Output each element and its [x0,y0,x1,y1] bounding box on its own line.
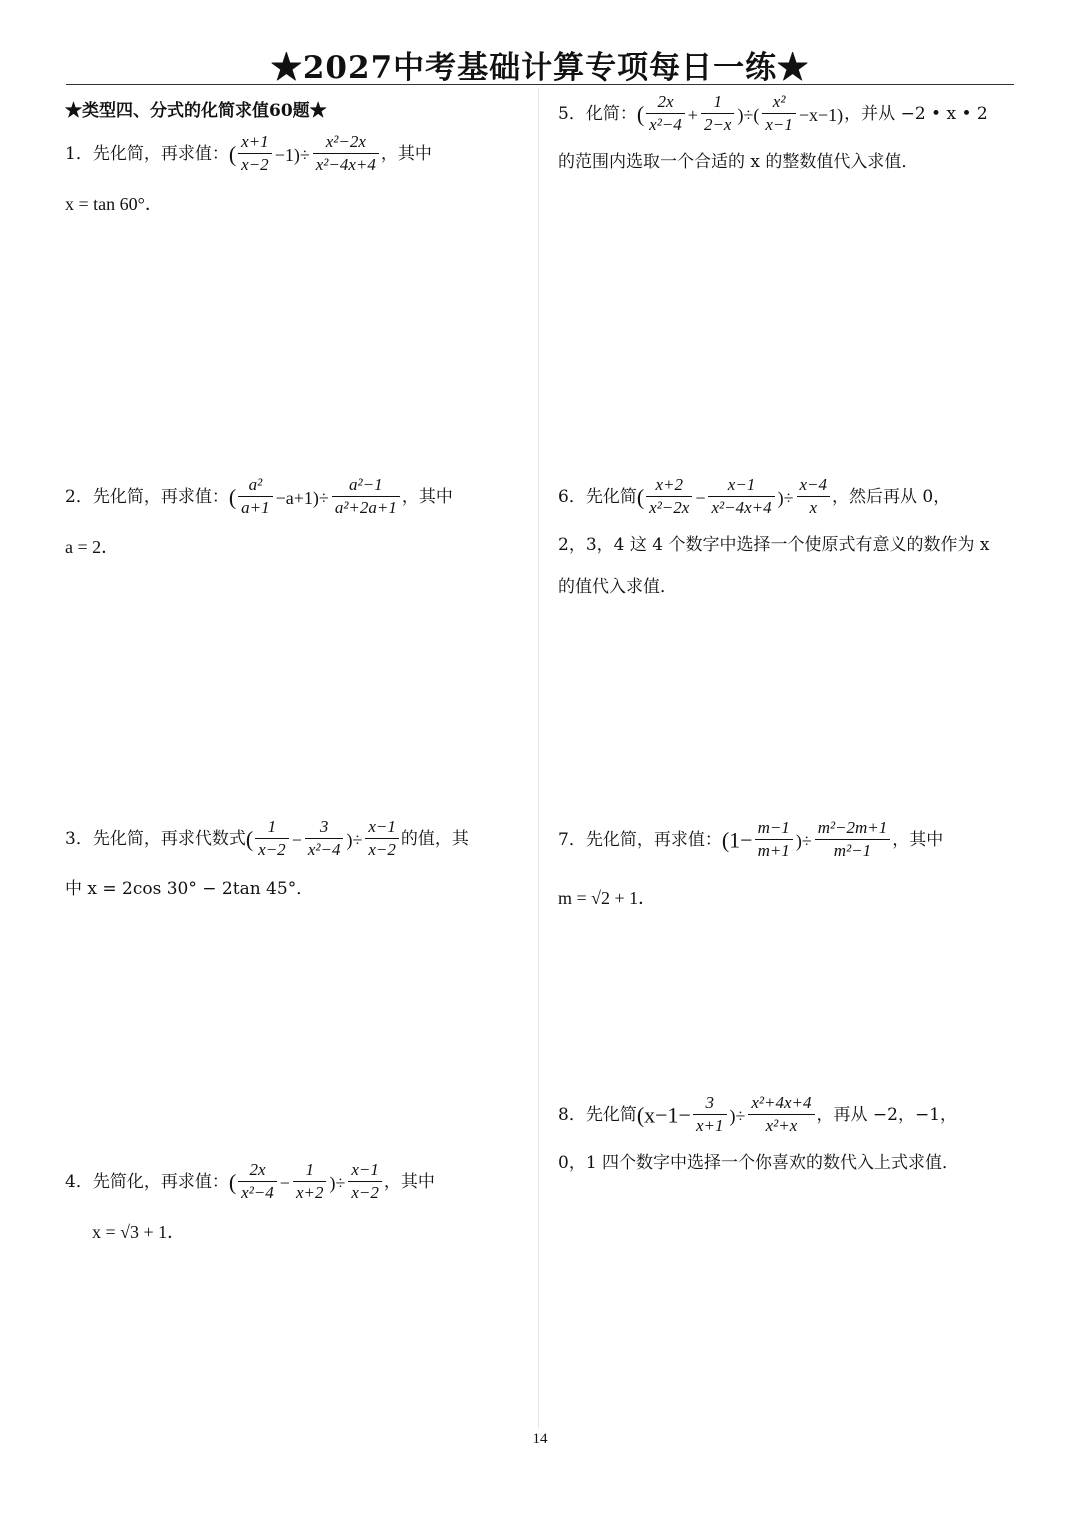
fraction-numerator: m−1 [755,817,793,840]
fraction-denominator: 2−x [703,115,732,134]
problem-5-lparen: ( [636,101,645,127]
fraction-numerator: a² [238,474,272,497]
fraction-denominator: x²−4x+4 [315,155,376,174]
page-number: 14 [532,1431,548,1447]
problem-3-prefix: 3．先化简，再求代数式 [65,829,246,849]
problem-8-suffix: ，再从 −2，−1， [816,1105,958,1125]
problem-1-operator: −1)÷ [274,144,310,165]
problem-7-fraction-2 [815,817,891,862]
problem-2-prefix: 2．先化简，再求值： [65,487,229,507]
problem-3-condition: 中 x = 2cos 30° − 2tan 45°． [65,879,314,899]
problem-6-operator-1: − [695,487,706,508]
fraction-denominator: x+1 [695,1116,724,1135]
fraction-numerator: x² [762,91,796,114]
problem-5-condition: 的范围内选取一个合适的 x 的整数值代入求值． [558,152,919,172]
problem-2-operator: −a+1)÷ [275,487,329,508]
problem-4-condition: x = √3 + 1． [92,1222,186,1242]
fraction-denominator: x²−4 [307,840,341,859]
problem-2-suffix: ，其中 [401,487,453,507]
problem-5-suffix: ，并从 −2 • x • 2 [844,104,988,124]
problem-1-prefix: 1．先化简，再求值： [65,144,229,164]
fraction-numerator: 2x [238,1159,277,1182]
problem-2-lparen: ( [228,484,237,510]
fraction-numerator: a²−1 [332,474,400,497]
fraction-numerator: x−1 [365,816,399,839]
problem-5-fraction-1 [646,91,685,136]
problem-4-operator-1: − [279,1172,290,1193]
problem-7-fraction-1 [755,817,793,862]
problem-6-lparen: ( [636,484,645,510]
problem-6-fraction-3 [797,474,831,519]
problem-7-lparen: (1− [721,827,753,853]
fraction-denominator: x+2 [295,1183,324,1202]
fraction-denominator: x−2 [258,840,286,859]
problem-1-fraction-2 [313,131,379,176]
problem-2-condition: a = 2． [65,537,120,557]
problem-3-fraction-2 [305,816,344,861]
problem-4-prefix: 4．先简化，再求值： [65,1172,229,1192]
problem-5-operator-2: )÷( [737,104,760,125]
problem-6-prefix: 6．先化简 [558,487,637,507]
section-heading: ★类型四、分式的化简求值60题★ [65,101,327,121]
fraction-numerator: x+2 [646,474,692,497]
fraction-numerator: 3 [305,816,344,839]
fraction-numerator: m²−2m+1 [815,817,891,840]
fraction-numerator: 3 [693,1092,727,1115]
fraction-numerator: 1 [293,1159,327,1182]
problem-6-fraction-2 [708,474,774,519]
problem-7-condition: m = √2 + 1． [558,888,657,908]
problem-6-suffix: ，然后再从 0， [832,487,951,507]
fraction-denominator: x²−4x+4 [711,498,772,517]
problem-1-condition: x = tan 60°． [65,194,163,214]
problem-5-operator-1: + [687,104,698,125]
problem-7-suffix: ，其中 [892,830,944,850]
problem-8-condition: 0，1 四个数字中选择一个你喜欢的数代入上式求值． [558,1153,960,1173]
problem-2-fraction-1 [238,474,272,519]
fraction-denominator: m²−1 [833,841,872,860]
fraction-denominator: x²−2x [649,498,690,517]
fraction-numerator: x²+4x+4 [748,1092,814,1115]
fraction-numerator: x−1 [708,474,774,497]
problem-1-suffix: ，其中 [380,144,432,164]
fraction-denominator: x−2 [368,840,396,859]
fraction-denominator: x²−4 [649,115,682,134]
problem-3-lparen: ( [245,826,254,852]
problem-5-prefix: 5．化简： [558,104,637,124]
problem-5-operator-3: −x−1) [798,104,844,125]
problem-8-fraction-2 [748,1092,814,1137]
problem-6-operator-2: )÷ [777,487,794,508]
problem-8-prefix: 8．先化简 [558,1105,637,1125]
problem-4-lparen: ( [228,1169,237,1195]
fraction-numerator: x²−2x [313,131,379,154]
problem-7-operator: )÷ [795,830,812,851]
fraction-numerator: 2x [646,91,685,114]
problem-2-fraction-2 [332,474,400,519]
problem-3-operator-1: − [291,829,302,850]
fraction-numerator: 1 [255,816,289,839]
problem-5-fraction-2 [701,91,735,136]
title-rule [66,84,1014,85]
problem-6-fraction-1 [646,474,692,519]
problem-3-fraction-1 [255,816,289,861]
fraction-denominator: x−1 [765,115,793,134]
fraction-numerator: x−1 [348,1159,382,1182]
fraction-denominator: x²−4 [241,1183,274,1202]
fraction-denominator: a²+2a+1 [334,498,397,517]
fraction-numerator: x+1 [238,131,272,154]
problem-8-operator: )÷ [729,1105,746,1126]
fraction-denominator: m+1 [757,841,790,860]
problem-3-fraction-3 [365,816,399,861]
page-title: ★2027中考基础计算专项每日一练★ [270,50,810,86]
fraction-denominator: a+1 [241,498,270,517]
problem-8-fraction-1 [693,1092,727,1137]
problem-7-prefix: 7．先化简，再求值： [558,830,722,850]
problem-3-operator-2: )÷ [346,829,363,850]
problem-5-fraction-3 [762,91,796,136]
fraction-denominator: x [809,498,818,517]
problem-8-lparen: (x−1− [636,1102,691,1128]
problem-3-suffix: 的值，其 [400,829,469,849]
problem-6-line-3: 的值代入求值． [558,577,677,597]
problem-6-line-2: 2，3，4 这 4 个数字中选择一个使原式有意义的数作为 x [558,535,990,555]
fraction-numerator: x−4 [797,474,831,497]
problem-4-fraction-3 [348,1159,382,1204]
fraction-denominator: x−2 [351,1183,379,1202]
problem-4-fraction-1 [238,1159,277,1204]
fraction-numerator: 1 [701,91,735,114]
fraction-denominator: x−2 [241,155,269,174]
problem-1-fraction-1 [238,131,272,176]
fraction-denominator: x²+x [765,1116,798,1135]
problem-4-fraction-2 [293,1159,327,1204]
problem-4-suffix: ，其中 [383,1172,435,1192]
column-divider [538,88,539,1428]
problem-1-lparen: ( [228,141,237,167]
problem-4-operator-2: )÷ [329,1172,346,1193]
